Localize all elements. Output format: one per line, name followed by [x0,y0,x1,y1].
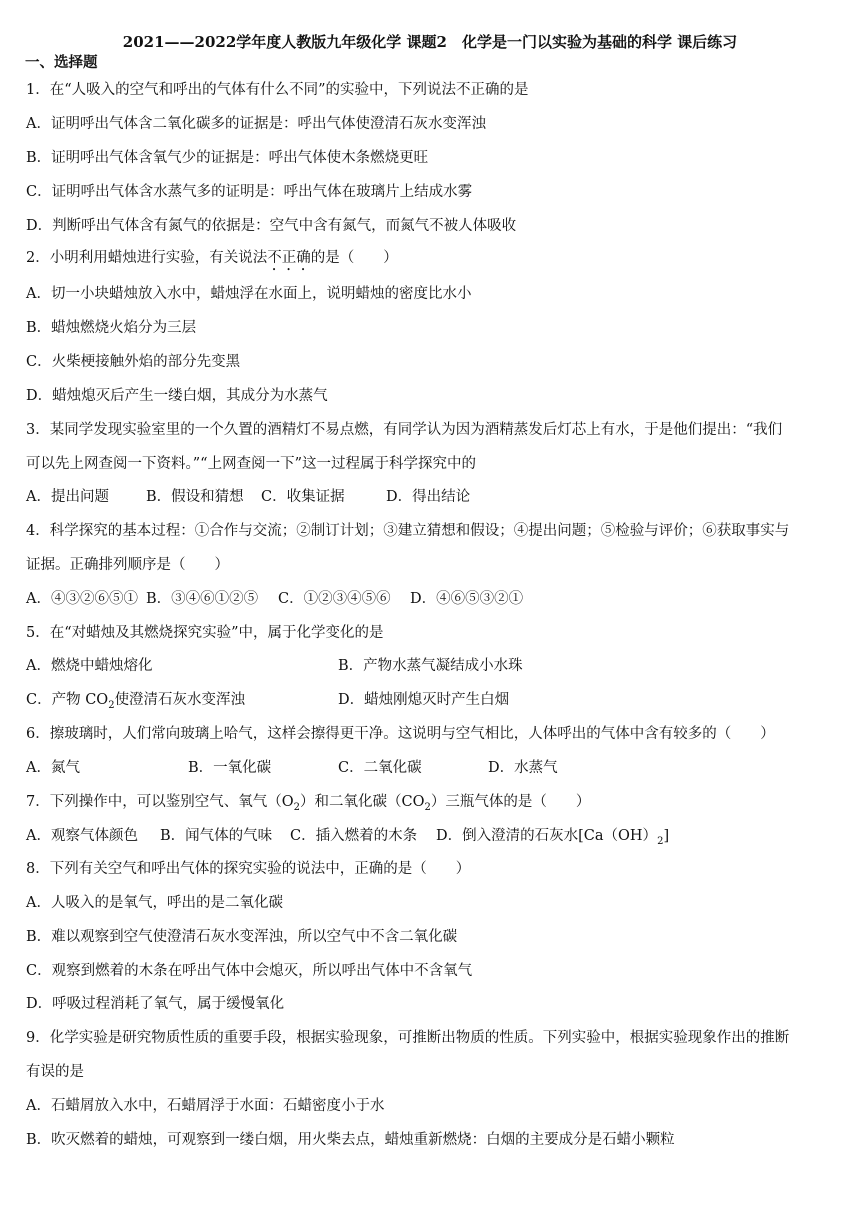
q1-option-a: A．证明呼出气体含二氧化碳多的证据是：呼出气体使澄清石灰水变浑浊 [26,116,486,132]
q4-option-c: C．①②③④⑤⑥ [278,591,391,607]
q5-stem: 5．在“对蜡烛及其燃烧探究实验”中，属于化学变化的是 [26,625,384,641]
q2-stem [26,248,834,274]
q6-option-c: C．二氧化碳 [338,760,422,776]
q7-stem-post: ）三瓶气体的是（ ） [430,794,591,810]
q5-options-row1 [26,656,834,676]
q8-option-a: A．人吸入的是氧气，呼出的是二氧化碳 [26,895,283,911]
section-heading: 一、选择题 [25,54,98,71]
document-title: 2021——2022学年度人教版九年级化学 课题2 化学是一门以实验为基础的科学 课后练习 [122,33,738,51]
q1-option-c: C．证明呼出气体含水蒸气多的证明是：呼出气体在玻璃片上结成水雾 [26,184,473,200]
q9-option-b: B．吹灭燃着的蜡烛，可观察到一缕白烟，用火柴去点，蜡烛重新燃烧：白烟的主要成分是石蜡小颗粒 [26,1132,675,1148]
q7-stem [26,792,834,812]
q2-stem-post: 的是（ ） [310,250,398,266]
q5-option-b: B．产物水蒸气凝结成小水珠 [338,658,523,674]
q4-option-a: A．④③②⑥⑤① [26,591,138,607]
q9-option-a: A．石蜡屑放入水中，石蜡屑浮于水面：石蜡密度小于水 [26,1098,385,1114]
q1-option-b: B．证明呼出气体含氧气少的证据是：呼出气体使木条燃烧更旺 [26,150,429,166]
q5-option-c [26,690,338,710]
q2-option-b: B．蜡烛燃烧火焰分为三层 [26,320,197,336]
q7-stem-sub2: 2 [424,801,431,813]
q4-stem-line1: 4．科学探究的基本过程：①合作与交流；②制订计划；③建立猜想和假设；④提出问题；⑤检验与评价；⑥获取事实与 [26,523,790,539]
q7-option-d-sub: 2 [657,835,664,847]
q1-option-d: D．判断呼出气体含有氮气的依据是：空气中含有氮气，而氮气不被人体吸收 [26,218,517,234]
q8-stem: 8．下列有关空气和呼出气体的探究实验的说法中，正确的是（ ） [26,861,471,877]
q8-option-b: B．难以观察到空气使澄清石灰水变浑浊，所以空气中不含二氧化碳 [26,929,458,945]
q5-option-c-pre: C．产物 CO [26,692,109,708]
q3-option-d: D．得出结论 [386,489,471,505]
q3-stem-line1: 3．某同学发现实验室里的一个久置的酒精灯不易点燃，有同学认为因为酒精蒸发后灯芯上有水，于是他们提出：“我们 [26,422,783,438]
q3-options [26,487,834,507]
q7-stem-mid: ）和二氧化碳（CO [300,794,425,810]
q5-option-c-sub: 2 [108,699,115,711]
q2-option-a: A．切一小块蜡烛放入水中，蜡烛浮在水面上，说明蜡烛的密度比水小 [26,286,472,302]
q3-option-a: A．提出问题 [26,489,109,505]
q9-stem-line1: 9．化学实验是研究物质性质的重要手段，根据实验现象，可推断出物质的性质。下列实验中，根据实验现象作出的推断 [26,1030,790,1046]
q7-option-d-post: ] [663,828,670,844]
q8-option-c: C．观察到燃着的木条在呼出气体中会熄灭，所以呼出气体中不含氧气 [26,963,473,979]
q4-stem-line2: 证据。正确排列顺序是（ ） [26,557,229,573]
q4-option-b: B．③④⑥①②⑤ [146,591,259,607]
q7-option-d-pre: D．倒入澄清的石灰水[Ca（OH） [436,828,658,844]
q3-option-c: C．收集证据 [261,489,345,505]
q4-option-d: D．④⑥⑤③②① [410,591,524,607]
q7-stem-pre: 7．下列操作中，可以鉴别空气、氧气（O [26,794,294,810]
q5-options-row2 [26,690,834,710]
q7-option-c: C．插入燃着的木条 [290,828,418,844]
q9-stem-line2: 有误的是 [26,1064,84,1080]
q3-stem-line2: 可以先上网查阅一下资料。”“上网查阅一下”这一过程属于科学探究中的 [26,456,476,472]
q2-stem-emphasis: 不正确 [267,250,311,266]
q5-option-d: D．蜡烛刚熄灭时产生白烟 [338,692,510,708]
q6-option-a: A．氮气 [26,760,80,776]
q6-options [26,758,834,778]
q5-option-c-post: 使澄清石灰水变浑浊 [114,692,246,708]
q4-options [26,589,834,609]
q8-option-d: D．呼吸过程消耗了氧气，属于缓慢氧化 [26,996,285,1012]
q7-option-a: A．观察气体颜色 [26,828,138,844]
q2-option-d: D．蜡烛熄灭后产生一缕白烟，其成分为水蒸气 [26,388,328,404]
q7-options [26,826,834,846]
q5-option-a: A．燃烧中蜡烛熔化 [26,658,153,674]
q3-option-b: B．假设和猜想 [146,489,244,505]
q2-stem-pre: 2．小明利用蜡烛进行实验，有关说法 [26,250,268,266]
q1-stem: 1．在“人吸入的空气和呼出的气体有什么不同”的实验中，下列说法不正确的是 [26,82,529,98]
q6-option-d: D．水蒸气 [488,760,558,776]
q6-option-b: B．一氧化碳 [188,760,272,776]
q7-stem-sub1: 2 [293,801,300,813]
q7-option-d [436,826,669,846]
q2-option-c: C．火柴梗接触外焰的部分先变黑 [26,354,241,370]
q6-stem: 6．擦玻璃时，人们常向玻璃上哈气，这样会擦得更干净。这说明与空气相比，人体呼出的气体中含有较多的（ ） [26,726,775,742]
q7-option-b: B．闻气体的气味 [160,828,273,844]
